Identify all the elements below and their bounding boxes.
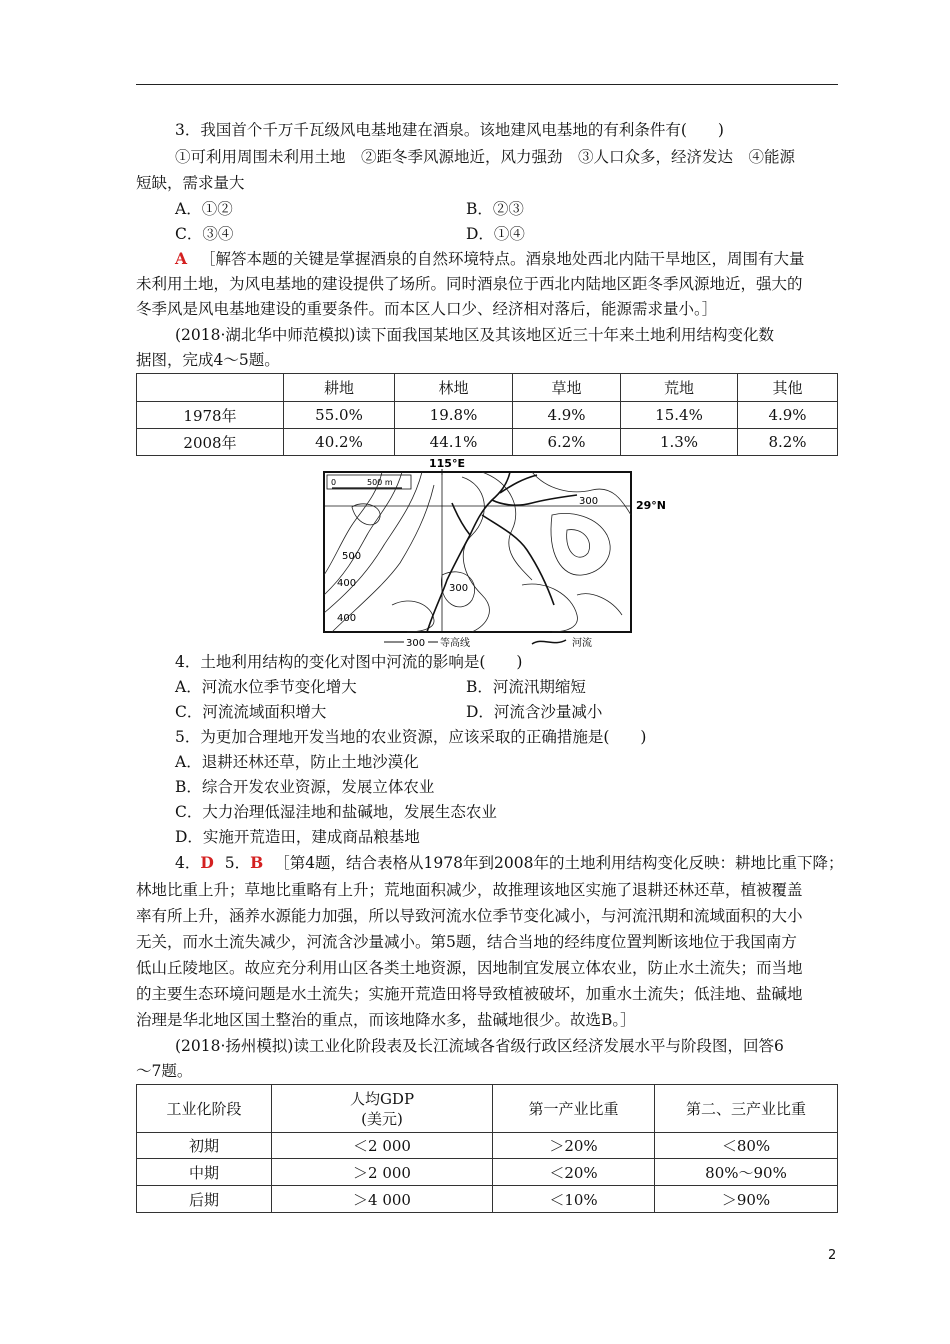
table-cell: 后期: [137, 1186, 272, 1213]
land-use-table: [136, 373, 838, 456]
gdp-header-line1: 人均GDP: [349, 1089, 415, 1108]
ans4-letter: D: [200, 853, 214, 872]
intro45-line2: 据图，完成4～5题。: [136, 351, 280, 369]
intro67-line1: (2018·扬州模拟)读工业化阶段表及长江流域各省级行政区经济发展水平与阶段图，回答6: [175, 1037, 784, 1055]
table-cell: ＜2 000: [272, 1133, 493, 1159]
lon-label: 115°E: [429, 457, 465, 470]
table-cell: 4.9%: [513, 402, 621, 429]
q5-option-b: B．综合开发农业资源，发展立体农业: [175, 778, 435, 796]
q3-option-a: A．①②: [175, 200, 233, 218]
table-cell: ＞90%: [655, 1186, 838, 1213]
table-cell: 15.4%: [621, 402, 738, 429]
ans45-line: 治理是华北地区国土整治的重点，而该地降水多，盐碱地很少。故选B。］: [136, 1011, 636, 1029]
table-cell: 中期: [137, 1159, 272, 1186]
q4-option-d: D．河流含沙量减小: [466, 703, 603, 721]
q3-option-c: C．③④: [175, 225, 234, 243]
industrialization-table: [136, 1084, 838, 1213]
ans45-line: 率有所上升，涵养水源能力加强，所以导致河流水位季节变化减小，与河流汛期和流域面积的大小: [136, 907, 803, 925]
q3-answer: A: [175, 249, 188, 268]
table-cell: ＜20%: [493, 1159, 655, 1186]
table-header-cell: 草地: [513, 374, 621, 402]
contour-label: 500: [342, 551, 362, 562]
table-cell: 55.0%: [284, 402, 395, 429]
table-header-cell: [137, 374, 284, 402]
q5-option-a: A．退耕还林还草，防止土地沙漠化: [175, 753, 419, 771]
q5-option-c: C．大力治理低湿洼地和盐碱地，发展生态农业: [175, 803, 497, 821]
scale-zero: 0: [331, 478, 337, 487]
q4-option-c: C．河流流域面积增大: [175, 703, 327, 721]
q3-explain-2: 未利用土地，为风电基地的建设提供了场所。同时酒泉位于西北内陆地区距冬季风源地近，强大的: [136, 275, 803, 293]
table-row: [137, 402, 838, 429]
ans5-num: 5．: [224, 854, 251, 872]
intro45-line1: (2018·湖北华中师范模拟)读下面我国某地区及其该地区近三十年来土地利用结构变化数: [175, 326, 774, 344]
table-row: [137, 1133, 838, 1159]
q3-explain-1: ［解答本题的关键是掌握酒泉的自然环境特点。酒泉地处西北内陆干旱地区，周围有大量: [199, 250, 805, 268]
table-cell: ＜10%: [493, 1186, 655, 1213]
table-cell: 40.2%: [284, 429, 395, 456]
table-header-cell: 荒地: [621, 374, 738, 402]
q4-option-a: A．河流水位季节变化增大: [175, 678, 357, 696]
table-row: [137, 429, 838, 456]
contour-label: 300: [449, 583, 469, 594]
q3-items-line1: ①可利用周围未利用土地 ②距冬季风源地近，风力强劲 ③人口众多，经济发达 ④能源: [175, 148, 796, 166]
table-cell: 44.1%: [395, 429, 513, 456]
ans45-line: 的主要生态环境问题是水土流失；实施开荒造田将导致植被破坏，加重水土流失；低洼地、盐碱地: [136, 985, 803, 1003]
ans5-letter: B: [250, 853, 264, 872]
legend-river-label: 河流: [572, 638, 592, 649]
q3-explain-3: 冬季风是风电基地建设的重要条件。而本区人口少、经济相对落后，能源需求量小。］: [136, 300, 718, 318]
table-cell: 4.9%: [738, 402, 838, 429]
gdp-header-line2: (美元): [361, 1109, 403, 1128]
legend-contour-label: 等高线: [440, 638, 470, 649]
q3-answer-line: [175, 249, 804, 269]
contour-label: 400: [337, 613, 357, 624]
table-cell: 2008年: [137, 429, 284, 456]
table-header-cell: 耕地: [284, 374, 395, 402]
table-header-cell: 其他: [738, 374, 838, 402]
q3-option-b: B．②③: [466, 200, 524, 218]
table-cell: 1.3%: [621, 429, 738, 456]
lat-label: 29°N: [636, 499, 667, 512]
scale-length: 500 m: [367, 478, 393, 487]
q4-option-b: B．河流汛期缩短: [466, 678, 586, 696]
table-cell: ＞4 000: [272, 1186, 493, 1213]
table-cell: 19.8%: [395, 402, 513, 429]
table-header-cell: 工业化阶段: [137, 1085, 272, 1133]
ans45-text: ［第4题，结合表格从1978年到2008年的土地利用结构变化反映：耕地比重下降；: [274, 854, 844, 872]
ans45-line1: [175, 853, 843, 873]
contour-label: 300: [579, 496, 599, 507]
contour-label: 400: [337, 578, 357, 589]
intro67-line2: ～7题。: [136, 1062, 193, 1080]
table-cell: 80%～90%: [655, 1159, 838, 1186]
table-header-cell: 第二、三产业比重: [655, 1085, 838, 1133]
table-row: [137, 1159, 838, 1186]
table-header-cell: 第一产业比重: [493, 1085, 655, 1133]
page-number: 2: [828, 1248, 837, 1263]
q3-option-d: D．①④: [466, 225, 525, 243]
legend-river-symbol: [532, 640, 566, 644]
table-cell: 8.2%: [738, 429, 838, 456]
table-cell: 初期: [137, 1133, 272, 1159]
q3-items-line2: 短缺，需求量大: [136, 174, 245, 192]
ans45-line: 低山丘陵地区。故应充分利用山区各类土地资源，因地制宜发展立体农业，防止水土流失；而当地: [136, 959, 803, 977]
legend-contour-value: 300: [406, 638, 426, 649]
table-cell: 1978年: [137, 402, 284, 429]
q5-option-d: D．实施开荒造田，建成商品粮基地: [175, 828, 420, 846]
ans45-line: 无关，而水土流失减少，河流含沙量减小。第5题，结合当地的经纬度位置判断该地位于我国南方: [136, 933, 797, 951]
river-lines: [427, 472, 577, 632]
table-header-row: [137, 374, 838, 402]
table-cell: ＞20%: [493, 1133, 655, 1159]
table-header-row: [137, 1085, 838, 1133]
q5-stem: 5．为更加合理地开发当地的农业资源，应该采取的正确措施是( ): [175, 728, 647, 746]
ans4-num: 4．: [175, 854, 201, 872]
ans45-line: 林地比重上升；草地比重略有上升；荒地面积减少，故推理该地区实施了退耕还林还草，植被覆盖: [136, 881, 803, 899]
q4-stem: 4．土地利用结构的变化对图中河流的影响是( ): [175, 653, 523, 671]
table-cell: 6.2%: [513, 429, 621, 456]
table-cell: ＜80%: [655, 1133, 838, 1159]
table-header-cell: [272, 1085, 493, 1133]
table-row: [137, 1186, 838, 1213]
table-header-cell: 林地: [395, 374, 513, 402]
table-cell: ＞2 000: [272, 1159, 493, 1186]
q3-stem: 3．我国首个千万千瓦级风电基地建在酒泉。该地建风电基地的有利条件有( ): [175, 121, 724, 139]
contour-map: [322, 455, 697, 650]
header-rule: [136, 84, 838, 85]
